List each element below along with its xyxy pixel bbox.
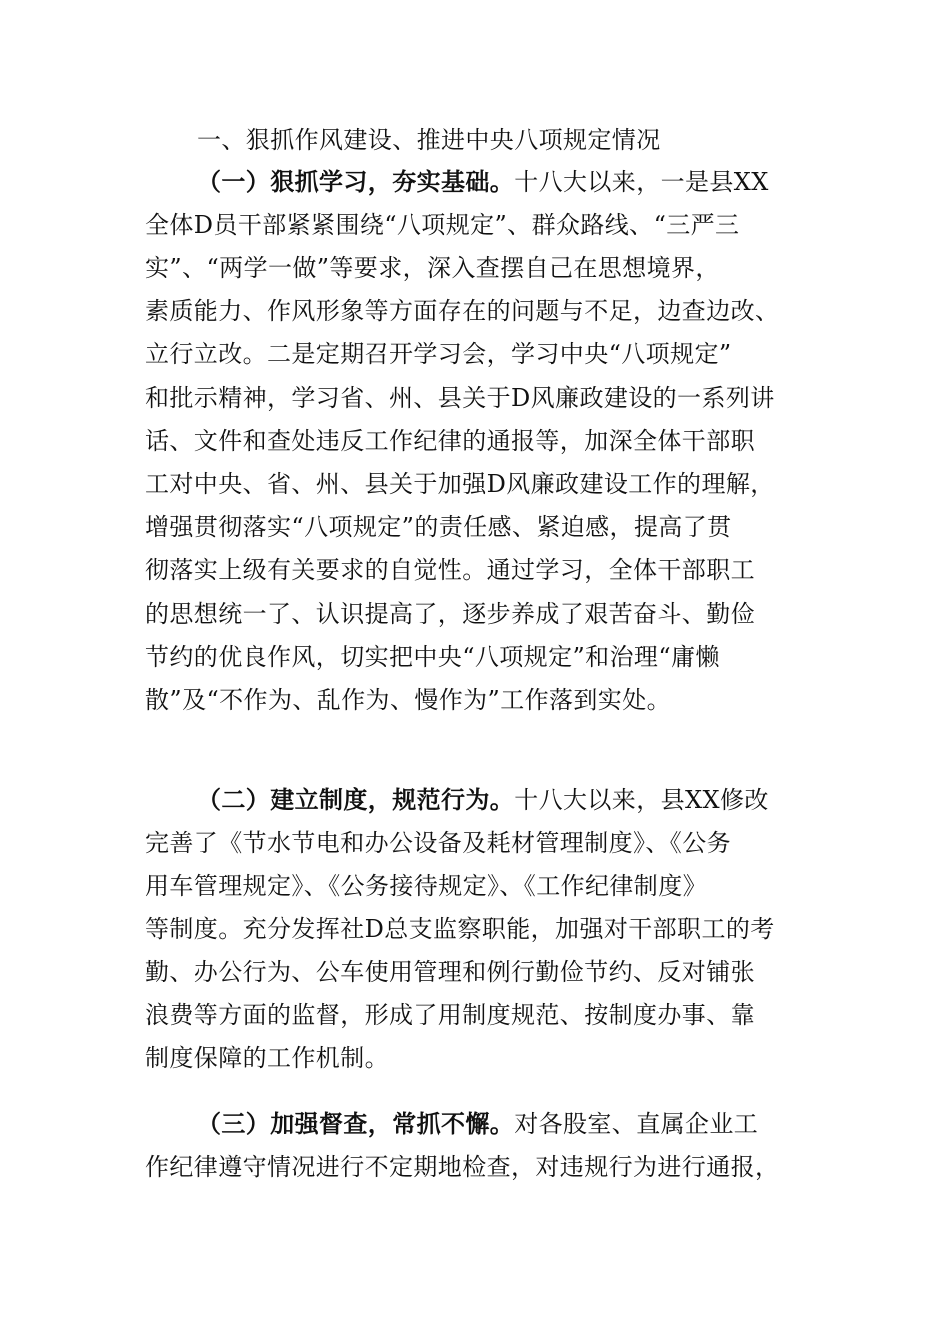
paragraph-lead: （一）狠抓学习，夯实基础。 (197, 168, 515, 196)
paragraph-line: 话、文件和查处违反工作纪律的通报等，加深全体干部职 (145, 427, 755, 455)
paragraph-lead: （二）建立制度，规范行为。 (197, 786, 515, 814)
paragraph-line: 节约的优良作风，切实把中央“八项规定”和治理“庸懒 (145, 643, 720, 671)
paragraph-line: 工对中央、省、州、县关于加强D风廉政建设工作的理解， (145, 470, 775, 498)
paragraph-line: 的思想统一了、认识提高了，逐步养成了艰苦奋斗、勤俭 (145, 600, 755, 628)
paragraph-line: 用车管理规定》、《公务接待规定》、《工作纪律制度》 (145, 872, 707, 900)
paragraph-text: 十八大以来，县XX修改 (514, 786, 769, 814)
paragraph-line: 等制度。充分发挥社D总支监察职能，加强对干部职工的考 (145, 915, 775, 943)
paragraph-text: 十八大以来，一是县XX (514, 168, 769, 196)
paragraph-line: 彻落实上级有关要求的自觉性。通过学习，全体干部职工 (145, 556, 755, 584)
paragraph-line: 实”、“两学一做”等要求，深入查摆自己在思想境界， (145, 254, 720, 282)
paragraph-first-line (197, 785, 769, 815)
paragraph-line: 和批示精神，学习省、州、县关于D风廉政建设的一系列讲 (145, 384, 775, 412)
paragraph-line: 作纪律遵守情况进行不定期地检查，对违规行为进行通报， (145, 1153, 780, 1181)
paragraph-lead: （三）加强督查，常抓不懈。 (197, 1110, 515, 1138)
paragraph-line: 散”及“不作为、乱作为、慢作为”工作落到实处。 (145, 686, 672, 714)
paragraph-line: 素质能力、作风形象等方面存在的问题与不足，边查边改、 (145, 297, 780, 325)
paragraph-line: 浪费等方面的监督，形成了用制度规范、按制度办事、靠 (145, 1001, 755, 1029)
paragraph-first-line (197, 1109, 758, 1139)
paragraph-line: 制度保障的工作机制。 (145, 1044, 389, 1072)
paragraph-line: 立行立改。二是定期召开学习会，学习中央“八项规定” (145, 340, 732, 368)
section-heading: 一、狠抓作风建设、推进中央八项规定情况 (197, 126, 661, 154)
paragraph-text: 对各股室、直属企业工 (514, 1110, 759, 1138)
paragraph-first-line (197, 167, 769, 197)
paragraph-line: 勤、办公行为、公车使用管理和例行勤俭节约、反对铺张 (145, 958, 755, 986)
paragraph-line: 增强贯彻落实“八项规定”的责任感、紧迫感，提高了贯 (145, 513, 732, 541)
paragraph-line: 全体D员干部紧紧围绕“八项规定”、群众路线、“三严三 (145, 211, 740, 239)
paragraph-line: 完善了《节水节电和办公设备及耗材管理制度》、《公务 (145, 829, 731, 857)
